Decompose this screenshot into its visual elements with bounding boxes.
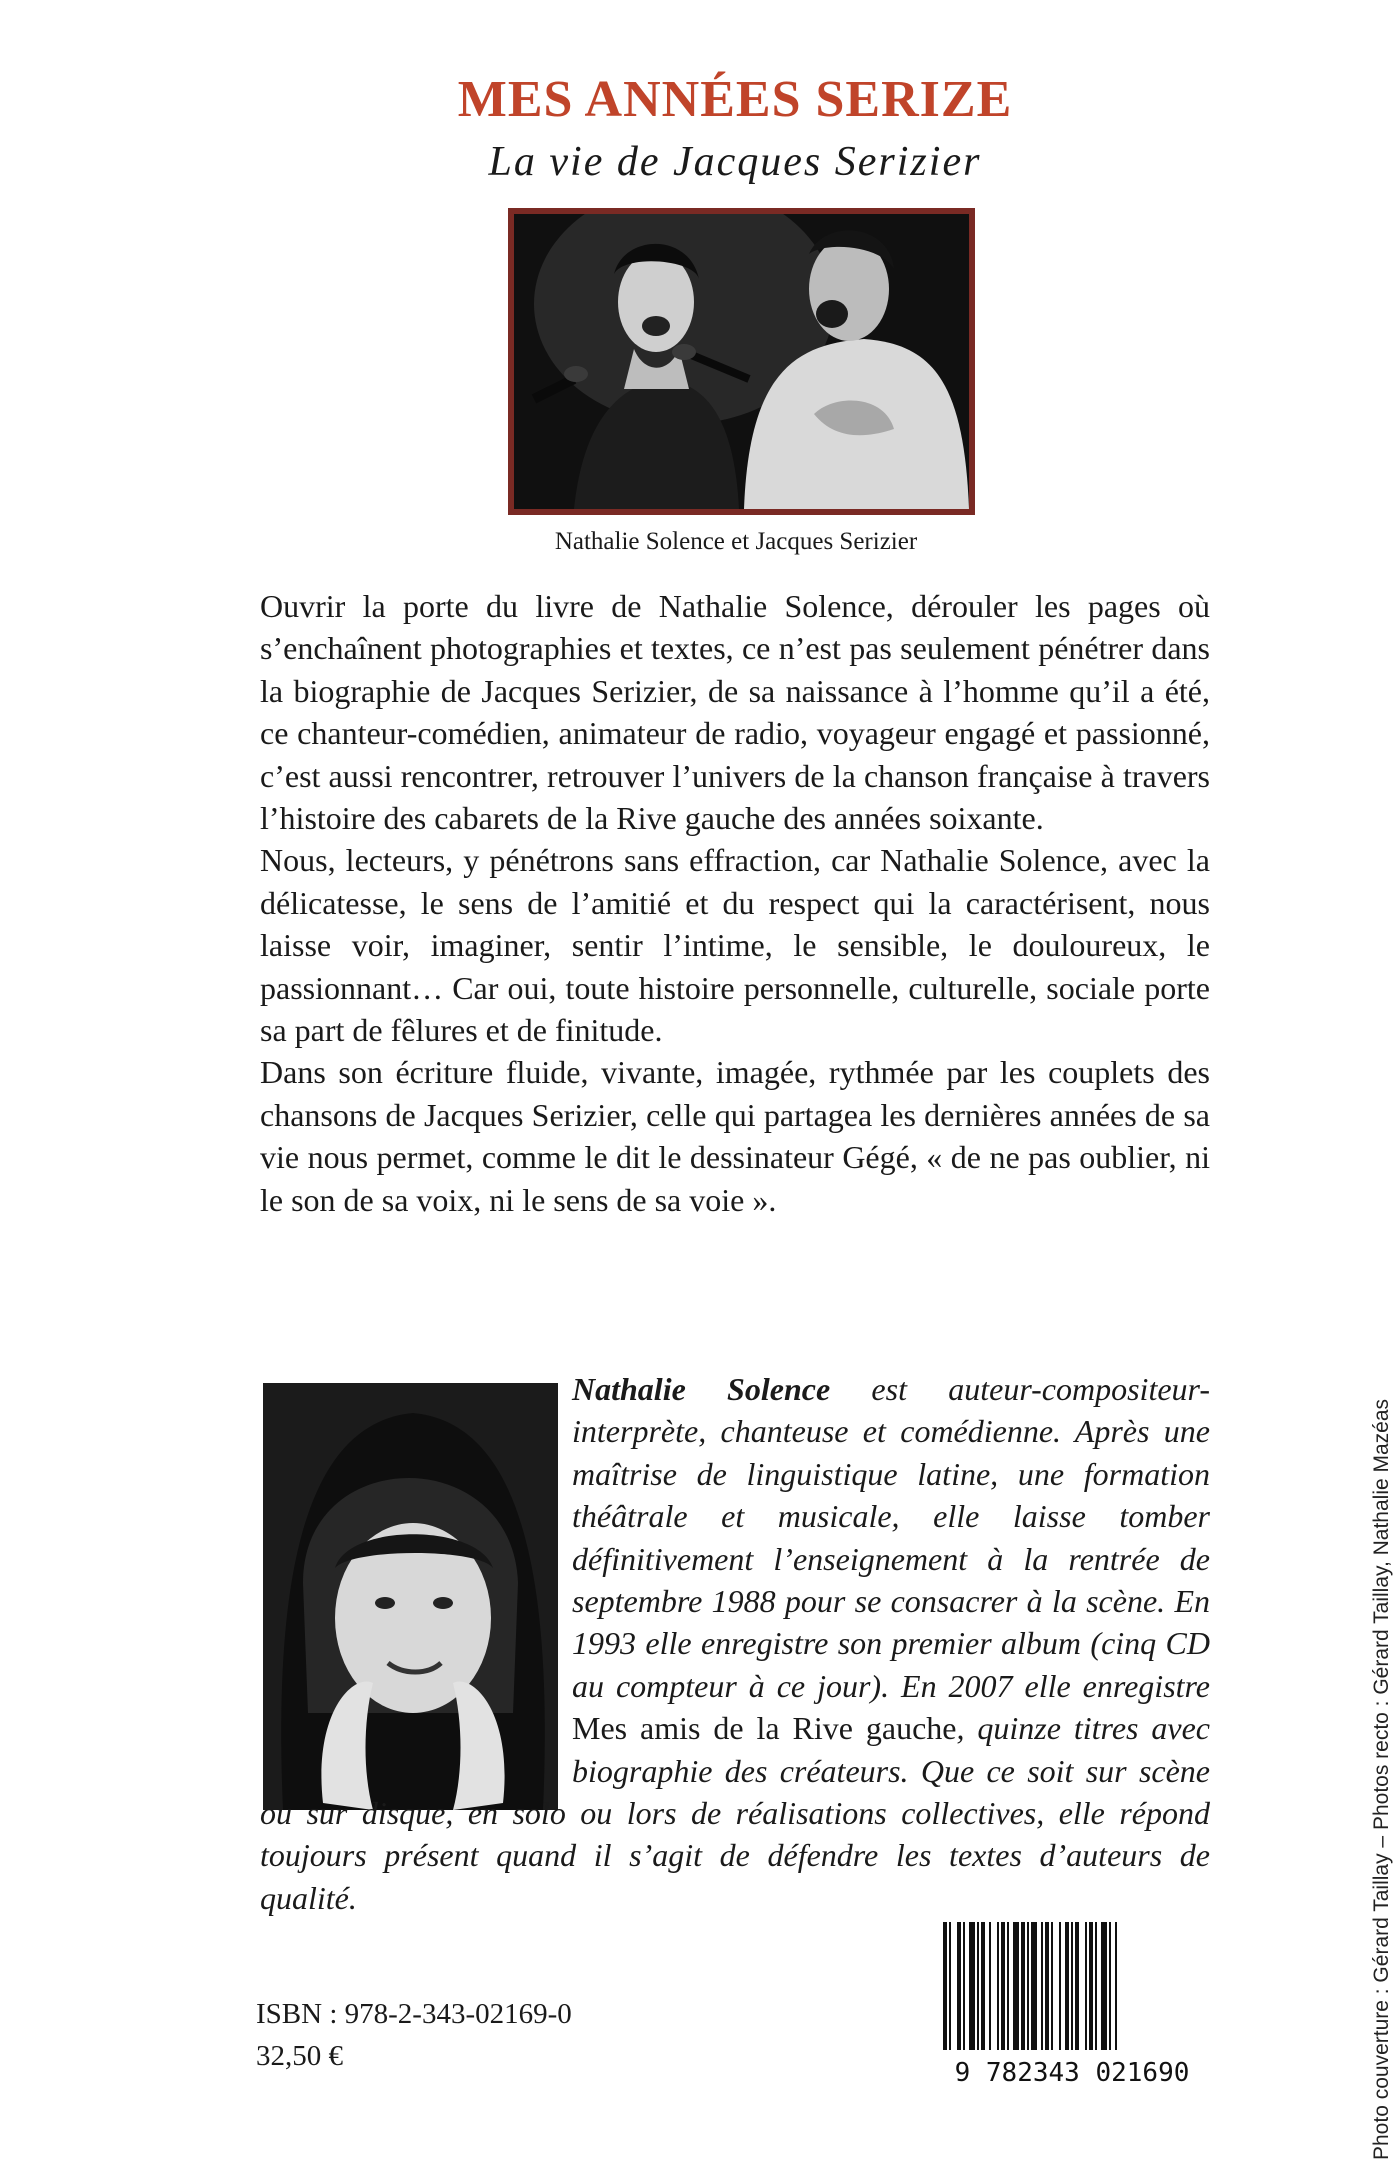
author-name: Nathalie Solence xyxy=(572,1371,831,1407)
barcode-bar xyxy=(1065,1922,1069,2050)
barcode-bar xyxy=(977,1922,979,2050)
barcode-bar xyxy=(1085,1922,1087,2050)
singers-photo-illustration xyxy=(514,214,969,509)
barcode-bar xyxy=(943,1922,947,2050)
barcode-bar xyxy=(949,1922,951,2050)
barcode-bar xyxy=(1013,1922,1019,2050)
barcode-bar xyxy=(963,1922,965,2050)
barcode-bar xyxy=(1031,1922,1037,2050)
back-cover-summary xyxy=(260,585,1210,1221)
barcode-bar xyxy=(957,1922,961,2050)
barcode-digits: 9 782343 021690 xyxy=(954,2058,1190,2088)
barcode-bar xyxy=(1101,1922,1107,2050)
album-title: Mes amis de la Rive gauche xyxy=(572,1710,957,1747)
book-subtitle: La vie de Jacques Serizier xyxy=(488,139,982,185)
bio-text: , quinze titres avec biographie des créateurs. Que ce soit sur scène ou sur disque, en solo ou lors de réalisations collectives, elle répond toujours présent quand il s’agit de défendre les textes d’auteurs de qualité. xyxy=(260,1710,1211,1916)
cover-photo-frame xyxy=(508,208,975,515)
isbn: ISBN : 978-2-343-02169-0 xyxy=(256,1998,572,2030)
barcode-bar xyxy=(997,1922,999,2050)
barcode-bar xyxy=(1027,1922,1029,2050)
barcode-bar xyxy=(1089,1922,1093,2050)
summary-paragraph: Nous, lecteurs, y pénétrons sans effraction, car Nathalie Solence, avec la délicatesse, le sens de l’amitié et du respect qui la caractérisent, nous laisse voir, imaginer, sentir l’intime, le sensible, le douloureux, le passionnant… Car oui, toute histoire personnelle, culturelle, sociale porte sa part de fêlures et de finitude. xyxy=(260,842,1210,1049)
price: 32,50 € xyxy=(256,2040,343,2072)
barcode-bar xyxy=(981,1922,985,2050)
photo-credit: Photo couverture : Gérard Taillay – Photos recto : Gérard Taillay, Nathalie Mazéas xyxy=(1370,1398,1393,2160)
book-title: MES ANNÉES SERIZE xyxy=(457,71,1013,128)
barcode-bar xyxy=(1115,1922,1117,2050)
barcode-bar xyxy=(1045,1922,1049,2050)
barcode-bar xyxy=(1051,1922,1053,2050)
barcode-bar xyxy=(1041,1922,1043,2050)
barcode-bar xyxy=(1095,1922,1097,2050)
barcode xyxy=(937,1918,1207,2088)
barcode-bar xyxy=(1021,1922,1025,2050)
author-biography xyxy=(260,1368,1210,1919)
barcode-bars xyxy=(943,1922,1117,2050)
photo-caption: Nathalie Solence et Jacques Serizier xyxy=(554,528,918,555)
cover-photo xyxy=(514,214,969,509)
barcode-bar xyxy=(1075,1922,1079,2050)
summary-paragraph: Ouvrir la porte du livre de Nathalie Solence, dérouler les pages où s’enchaînent photographies et textes, ce n’est pas seulement pénétrer dans la biographie de Jacques Serizier, de sa naissance à l’homme qu’il a été, ce chanteur-comédien, animateur de radio, voyageur engagé et passionné, c’est aussi rencontrer, retrouver l’univers de la chanson française à travers l’histoire des cabarets de la Rive gauche des années soixante. xyxy=(260,588,1210,837)
barcode-bar xyxy=(1071,1922,1073,2050)
barcode-bar xyxy=(1109,1922,1111,2050)
barcode-bar xyxy=(989,1922,991,2050)
barcode-bar xyxy=(969,1922,975,2050)
barcode-bar xyxy=(1059,1922,1061,2050)
barcode-bar xyxy=(1007,1922,1009,2050)
summary-paragraph: Dans son écriture fluide, vivante, imagée, rythmée par les couplets des chansons de Jacques Serizier, celle qui partagea les dernières années de sa vie nous permet, comme le dit le dessinateur Gégé, « de ne pas oublier, ni le son de sa voix, ni le sens de sa voie ». xyxy=(260,1054,1210,1218)
photo-spacer xyxy=(260,1368,572,1788)
barcode-bar xyxy=(1001,1922,1005,2050)
bio-text: est auteur-compositeur-interprète, chanteuse et comédienne. Après une maîtrise de linguistique latine, une formation théâtrale et musicale, elle laisse tomber définitivement l’enseignement à la rentrée de septembre 1988 pour se consacrer à la scène. En 1993 elle enregistre son premier album (cinq CD au compteur à ce jour). En 2007 elle enregistre xyxy=(572,1371,1210,1704)
